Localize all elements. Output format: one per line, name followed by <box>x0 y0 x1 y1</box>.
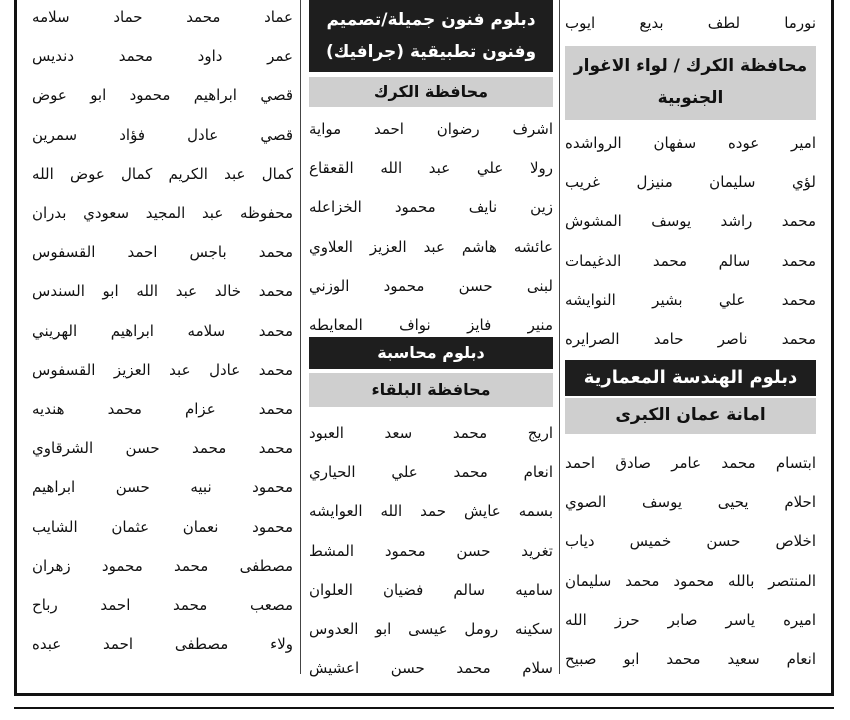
name-word: هاشم <box>461 237 497 256</box>
name-word: محمد <box>453 463 488 482</box>
name-word: بديع <box>639 14 664 32</box>
name-row <box>309 114 553 144</box>
name-word: سعودي <box>83 204 130 222</box>
name-word: رومل <box>464 620 499 638</box>
name-word: محمد <box>258 321 293 340</box>
name-word: سالم <box>453 580 486 599</box>
name-word: احمد <box>100 596 131 614</box>
name-word: عبد <box>224 164 246 183</box>
name-word: احمد <box>103 635 134 654</box>
name-word: دنديس <box>32 47 75 66</box>
name-word: المنتصر <box>768 571 816 590</box>
name-row <box>32 316 293 346</box>
name-word: محمد <box>258 400 293 418</box>
name-word: نايف <box>468 198 498 217</box>
name-word: محفوظه <box>239 204 293 222</box>
name-word: باجس <box>189 243 227 262</box>
name-word: ساميه <box>515 580 553 599</box>
name-word: العوايشه <box>309 502 363 521</box>
name-row <box>32 590 293 620</box>
name-word: اميره <box>783 610 816 629</box>
name-row <box>565 448 816 478</box>
name-word: النوايشه <box>565 290 616 309</box>
name-row <box>565 605 816 635</box>
name-word: علي <box>476 159 504 178</box>
architecture-diploma-header: دبلوم الهندسة المعمارية <box>565 360 816 396</box>
name-word: محمد <box>173 596 208 614</box>
name-word: القسفوس <box>32 243 96 262</box>
name-word: نعمان <box>182 517 219 536</box>
name-word: عوض <box>69 164 105 183</box>
name-word: محمد <box>186 8 221 26</box>
name-word: الله <box>380 159 403 178</box>
name-word: الله <box>380 502 403 521</box>
name-word: احمد <box>127 243 158 262</box>
name-word: محمود <box>394 198 436 217</box>
name-word: محمد <box>452 424 488 442</box>
name-word: محمد <box>258 282 293 301</box>
column-divider-right <box>559 0 560 674</box>
name-word: محمد <box>118 47 153 66</box>
name-word: محمد <box>174 556 209 575</box>
name-word: ياسر <box>725 610 756 629</box>
name-word: عامر <box>671 454 702 472</box>
name-word: محمد <box>107 400 142 418</box>
name-word: حمد <box>420 502 446 521</box>
name-word: زهران <box>32 556 71 575</box>
name-word: عمر <box>267 47 293 66</box>
name-word: محمود <box>252 517 293 536</box>
name-word: لبنى <box>526 276 553 295</box>
name-row <box>309 457 553 487</box>
name-word: صابر <box>667 610 698 629</box>
name-word: حامد <box>653 330 684 348</box>
name-word: كمال <box>261 164 293 183</box>
name-word: عبد <box>169 360 191 379</box>
name-row <box>32 198 293 228</box>
name-word: حسن <box>706 532 741 551</box>
name-word: صبيح <box>565 650 597 668</box>
name-word: لطف <box>707 14 741 32</box>
name-word: محمد <box>258 243 293 262</box>
name-word: محمود <box>673 571 715 590</box>
name-word: عيسى <box>408 620 448 638</box>
name-word: محمد <box>192 439 227 458</box>
name-row <box>309 153 553 183</box>
name-row <box>32 433 293 463</box>
balqa-header: محافظة البلقاء <box>309 373 553 407</box>
name-word: يحيى <box>717 493 749 512</box>
name-word: اشرف <box>512 120 553 138</box>
name-row <box>565 128 816 158</box>
name-word: القعقاع <box>309 159 354 178</box>
name-word: محمد <box>781 251 816 270</box>
name-word: تغريد <box>521 541 553 560</box>
name-word: ابراهيم <box>193 86 237 105</box>
name-word: رضوان <box>436 120 480 138</box>
name-word: احمد <box>373 120 404 138</box>
name-word: العلوان <box>309 580 353 599</box>
name-row <box>32 472 293 502</box>
name-word: الشرقاوي <box>32 439 94 458</box>
name-row <box>565 487 816 517</box>
name-word: مصطفى <box>239 556 293 575</box>
name-word: زين <box>530 198 553 217</box>
name-word: هنديه <box>32 400 65 418</box>
name-word: المجيد <box>145 204 186 222</box>
name-word: الصوي <box>565 493 607 512</box>
name-word: خالد <box>214 282 242 301</box>
name-word: حسن <box>456 541 491 560</box>
name-word: سليمان <box>565 571 612 590</box>
name-word: نورما <box>784 14 816 32</box>
name-row <box>565 566 816 596</box>
name-word: حماد <box>113 8 143 26</box>
name-word: راشد <box>720 212 753 231</box>
name-word: ابراهيم <box>110 321 154 340</box>
name-word: انعام <box>786 650 816 668</box>
name-word: الوزني <box>309 276 350 295</box>
name-word: المشوش <box>565 212 622 231</box>
name-row <box>309 536 553 566</box>
name-word: حسن <box>125 439 160 458</box>
name-word: الكريم <box>168 164 208 183</box>
name-word: انعام <box>523 463 553 482</box>
name-row <box>32 237 293 267</box>
name-word: الله <box>565 610 587 629</box>
name-row <box>32 629 293 659</box>
name-word: سكينه <box>515 620 553 638</box>
name-word: ولاء <box>270 635 293 654</box>
name-word: حرز <box>614 610 640 629</box>
name-row <box>565 246 816 276</box>
name-word: محمد <box>258 360 293 379</box>
name-word: عائشه <box>513 237 553 256</box>
name-word: يوسف <box>651 212 692 231</box>
name-row <box>309 418 553 448</box>
name-word: عثمان <box>111 517 150 536</box>
name-word: رولا <box>529 159 553 178</box>
name-word: رباح <box>32 596 58 614</box>
fine-arts-diploma-header: دبلوم فنون جميلة/تصميم وفنون تطبيقية (جرافيك) <box>309 0 553 72</box>
name-word: سفهان <box>653 134 697 152</box>
name-word: ناصر <box>717 330 748 348</box>
name-word: محمود <box>129 86 171 105</box>
name-word: علي <box>391 463 418 482</box>
name-word: محمد <box>781 212 816 231</box>
name-row <box>309 271 553 301</box>
name-word: كمال <box>121 164 153 183</box>
name-word: اريج <box>527 424 553 442</box>
name-word: الخزاعله <box>309 198 362 217</box>
column-divider-left <box>300 0 301 674</box>
name-word: منير <box>527 316 553 334</box>
name-word: الله <box>136 282 159 301</box>
name-word: المعايطه <box>309 316 363 334</box>
name-row <box>309 192 553 222</box>
name-word: ابو <box>102 282 119 301</box>
name-word: حسن <box>390 659 425 678</box>
name-word: يوسف <box>641 493 683 512</box>
name-row <box>32 276 293 306</box>
name-word: العدوس <box>309 620 359 638</box>
name-word: فؤاد <box>119 125 146 144</box>
name-word: ابو <box>623 650 640 668</box>
name-row <box>565 644 816 674</box>
name-row <box>32 394 293 424</box>
name-word: علي <box>718 290 746 309</box>
name-word: محمد <box>456 659 491 678</box>
name-word: الهريني <box>32 321 78 340</box>
name-word: احلام <box>784 493 816 512</box>
name-word: محمود <box>101 556 143 575</box>
accounting-diploma-header: دبلوم محاسبة <box>309 337 553 369</box>
name-word: بشير <box>652 290 683 309</box>
name-row <box>309 232 553 262</box>
name-word: سمرين <box>32 125 78 144</box>
name-word: المشط <box>309 541 355 560</box>
name-word: ابتسام <box>775 454 816 472</box>
name-row <box>309 575 553 605</box>
name-word: عبد <box>428 159 451 178</box>
karak-header: محافظة الكرك <box>309 77 553 107</box>
name-word: محمد <box>666 650 701 668</box>
name-word: السندس <box>32 282 85 301</box>
name-word: سعيد <box>727 650 760 668</box>
name-row <box>565 324 816 354</box>
name-word: لؤي <box>791 173 816 192</box>
name-word: مواية <box>309 120 342 138</box>
name-row <box>309 653 553 683</box>
name-word: سلامه <box>32 8 70 26</box>
name-row <box>309 310 553 340</box>
name-word: محمد <box>258 439 293 458</box>
name-word: الشايب <box>32 517 78 536</box>
name-word: حسن <box>115 478 150 497</box>
name-word: الصرايره <box>565 330 620 348</box>
name-word: محمد <box>721 454 756 472</box>
name-word: قصي <box>260 125 293 144</box>
name-word: عبد <box>201 204 224 222</box>
bottom-rule <box>14 707 834 709</box>
greater-amman-header: امانة عمان الكبرى <box>565 398 816 434</box>
name-word: سعد <box>384 424 413 442</box>
name-word: ايوب <box>565 14 596 32</box>
name-word: عزام <box>184 400 216 418</box>
name-word: اخلاص <box>775 532 816 551</box>
name-row <box>32 551 293 581</box>
name-word: محمود <box>252 478 293 497</box>
karak-aghwar-header: محافظة الكرك / لواء الاغوار الجنوبية <box>565 46 816 120</box>
name-word: الرواشده <box>565 134 622 152</box>
name-row <box>32 2 293 32</box>
name-word: ابراهيم <box>32 478 76 497</box>
name-row <box>565 8 816 38</box>
name-word: العزيز <box>369 237 407 256</box>
name-word: نواف <box>399 316 431 334</box>
name-word: قصي <box>260 86 293 105</box>
name-word: القسفوس <box>32 360 96 379</box>
name-word: سلام <box>522 659 553 678</box>
name-row <box>565 206 816 236</box>
name-word: عايش <box>463 502 501 521</box>
name-word: عبده <box>32 635 62 654</box>
name-row <box>32 159 293 189</box>
name-word: الدغيمات <box>565 251 622 270</box>
name-row <box>32 355 293 385</box>
name-word: عبد <box>175 282 198 301</box>
name-row <box>32 80 293 110</box>
name-word: عادل <box>187 125 219 144</box>
name-word: العلاوي <box>309 237 353 256</box>
name-row <box>565 526 816 556</box>
name-word: احمد <box>565 454 596 472</box>
name-word: حسن <box>458 276 493 295</box>
name-word: محمد <box>625 571 660 590</box>
name-word: دياب <box>565 532 595 551</box>
name-word: داود <box>197 47 223 66</box>
name-word: صادق <box>615 454 651 472</box>
name-word: سالم <box>718 251 751 270</box>
name-word: عوض <box>32 86 67 105</box>
name-word: الحياري <box>309 463 356 482</box>
name-word: الله <box>32 164 54 183</box>
name-row <box>309 496 553 526</box>
name-word: بالله <box>728 571 755 590</box>
name-word: نبيه <box>190 478 212 497</box>
name-word: محمد <box>652 251 688 270</box>
name-word: العزيز <box>113 360 151 379</box>
name-row <box>32 120 293 150</box>
name-word: غريب <box>565 173 601 192</box>
name-word: سليمان <box>709 173 756 192</box>
name-word: امير <box>790 134 816 152</box>
name-word: محمد <box>781 290 816 309</box>
name-row <box>565 167 816 197</box>
name-word: العبود <box>309 424 344 442</box>
name-word: عماد <box>264 8 293 26</box>
name-word: منيزل <box>636 173 673 192</box>
name-word: فضيان <box>383 580 424 599</box>
name-word: محمود <box>384 541 426 560</box>
name-word: فايز <box>467 316 492 334</box>
name-word: مصطفى <box>174 635 229 654</box>
name-row <box>565 285 816 315</box>
name-row <box>32 512 293 542</box>
name-word: مصعب <box>249 596 293 614</box>
name-word: سلامه <box>187 321 226 340</box>
name-word: ابو <box>90 86 107 105</box>
name-word: محمد <box>781 330 816 348</box>
name-word: عبد <box>423 237 445 256</box>
name-row <box>309 614 553 644</box>
name-word: بدران <box>32 204 67 222</box>
name-row <box>32 41 293 71</box>
name-word: بسمه <box>518 502 553 521</box>
name-word: اعشيش <box>309 659 360 678</box>
name-word: خميس <box>629 532 672 551</box>
name-word: عوده <box>727 134 760 152</box>
name-word: محمود <box>383 276 425 295</box>
name-word: ابو <box>375 620 392 638</box>
name-word: عادل <box>209 360 241 379</box>
